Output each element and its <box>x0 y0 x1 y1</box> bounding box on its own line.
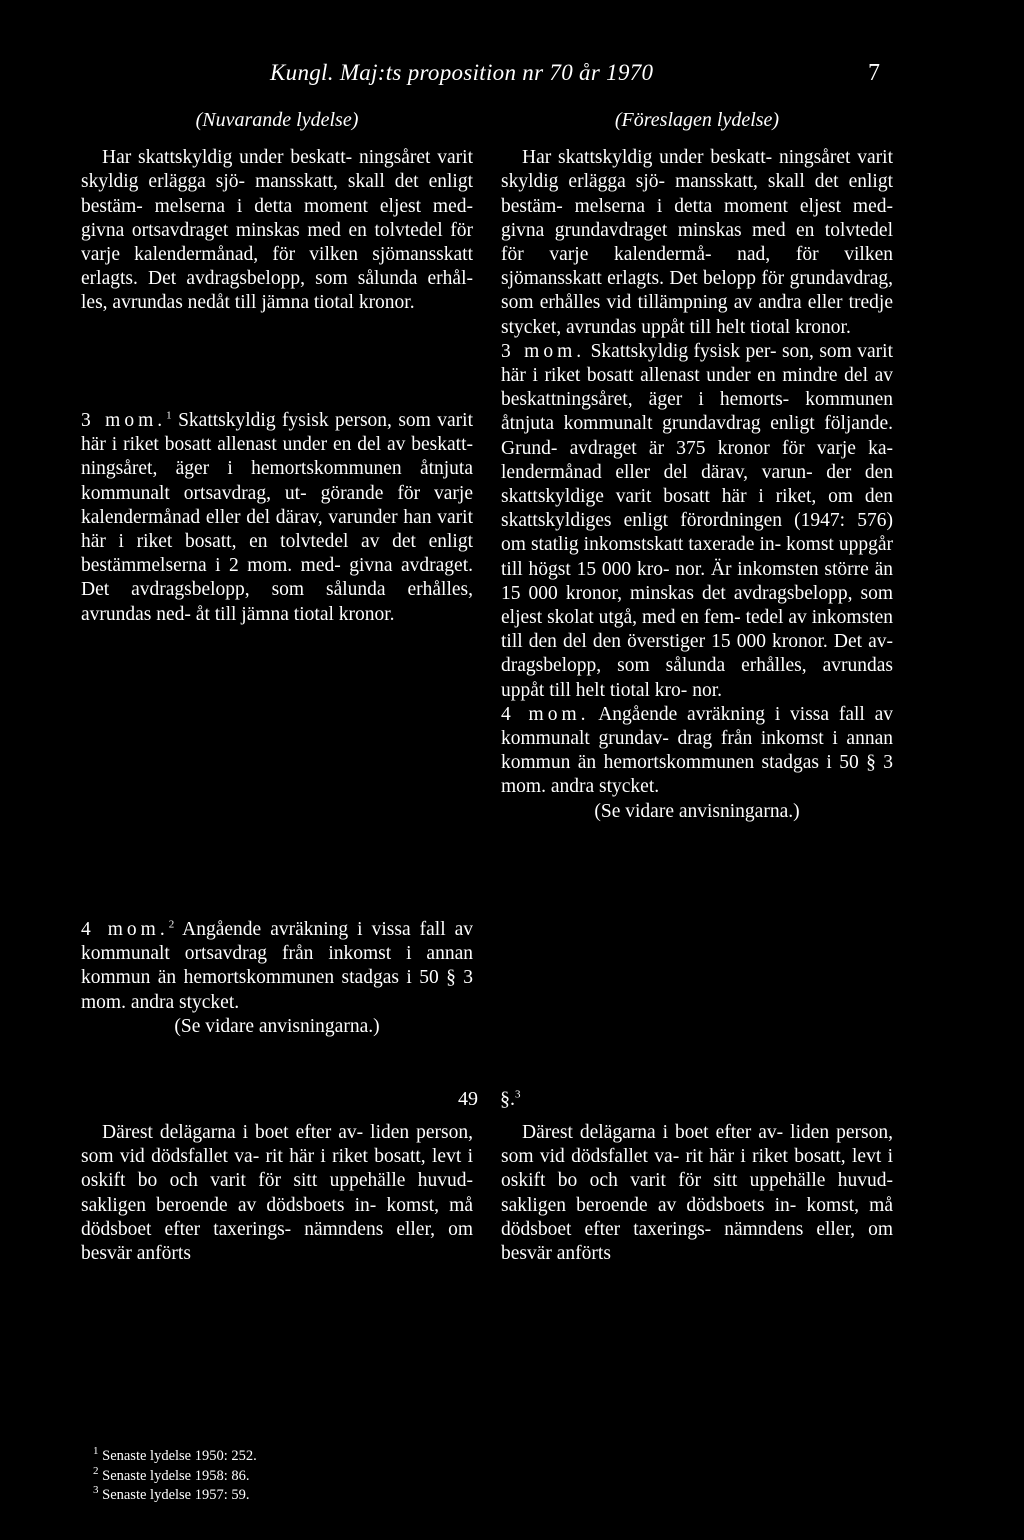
footnote <box>93 1486 257 1506</box>
line: allenast under en del av beskatt- <box>217 434 473 456</box>
left-column-current-wording <box>81 108 473 316</box>
footnotes <box>93 1447 257 1506</box>
line: komst uppgår till högst 15 000 kro- <box>501 534 894 580</box>
line: liden person, som vid dödsfallet va- <box>501 1122 894 1168</box>
line: nämndens eller, om besvär anförts <box>501 1218 894 1265</box>
see-annotations-note: (Se vidare anvisningarna.) <box>594 800 800 822</box>
line: kommunen åtnjuta kommunalt <box>501 389 893 435</box>
line: person, som varit här i riket bosatt <box>81 410 474 456</box>
line: 3 mom. andra stycket. <box>81 967 474 1013</box>
moment-label: 3 mom. <box>81 410 167 431</box>
left-paragraph-2 <box>81 409 473 627</box>
line: av beskattningsåret, äger i hemorts- <box>501 365 894 411</box>
line: ningsåret varit skyldig erlägga sjö- <box>81 147 473 193</box>
left-moment-4 <box>81 918 473 1039</box>
right-column-proposed-wording <box>501 108 893 824</box>
left-paragraph-4 <box>81 1121 473 1266</box>
line: Har skattskyldig under beskatt- <box>102 147 353 169</box>
line: 3 mom. andra stycket. <box>501 752 894 798</box>
moment-label: 4 mom. <box>81 919 169 940</box>
section-sign: §.$^3$ <box>500 1088 521 1110</box>
line: kronor. <box>358 292 415 314</box>
page-header-title: Kungl. Maj:ts proposition nr 70 år 1970 <box>270 60 654 85</box>
line: ningsåret, äger i hemortskommunen <box>81 458 402 480</box>
line: melserna i detta moment eljest med- <box>154 195 473 217</box>
footnote-text: Senaste lydelse 1958: 86. <box>102 1467 250 1484</box>
right-paragraph-3 <box>501 703 893 800</box>
line: drag från inkomst i annan kommun <box>501 728 893 774</box>
line: rit här i riket bosatt, levt i oskift bo <box>501 1146 893 1192</box>
moment-label: 3 mom. <box>501 340 586 362</box>
line: Skattskyldig fysisk per- <box>590 340 777 362</box>
footnote-text: Senaste lydelse 1957: 59. <box>102 1487 250 1503</box>
footnote <box>93 1464 257 1487</box>
line: mansskatt, skall det enligt bestäm- <box>501 171 893 217</box>
left-paragraph-3 <box>81 918 473 1015</box>
line: komst, må dödsboet efter taxerings- <box>501 1194 893 1240</box>
line: givna grundavdraget minskas med <box>501 219 786 241</box>
line: överstiger 15 000 kronor. Det av- <box>627 631 894 653</box>
line: tedel av inkomsten till den del den <box>501 607 893 653</box>
line: givna ortsavdraget minskas med en <box>81 219 367 241</box>
line: åt till jämna tiotal kronor. <box>195 603 395 625</box>
line: statlig inkomstskatt taxerade in- <box>530 534 782 556</box>
line: mansskatt, skall det enligt bestäm- <box>81 171 473 217</box>
right-paragraph-4 <box>501 1121 893 1266</box>
left-paragraph-1 <box>81 146 473 315</box>
line: nämndens eller, om besvär anförts <box>81 1218 474 1265</box>
line: kronor, minskas det avdragsbelopp, <box>565 582 853 604</box>
line: som sålunda erhålles, avrundas ned- <box>81 579 474 625</box>
page-number: 7 <box>868 60 880 86</box>
line: Därest delägarna i boet efter av- <box>102 1122 364 1143</box>
line: en tolvtedel för varje kalendermå- <box>501 219 894 266</box>
line: görande för varje kalendermånad <box>81 482 473 528</box>
line: komst, må dödsboet efter taxerings- <box>81 1194 473 1240</box>
line: avdraget är 375 kronor för varje ka- <box>569 437 894 459</box>
line: sakligen beroende av dödsboets in- <box>501 1194 797 1216</box>
line: som eljest skolat utgå, med en fem- <box>501 582 894 629</box>
line: avrundas uppåt till helt tiotal kro- <box>501 655 894 701</box>
right-paragraph-2 <box>501 340 893 703</box>
line: vissa fall av kommunalt grundav- <box>501 703 893 750</box>
line: les, avrundas nedåt till jämna tiotal <box>81 292 354 314</box>
line: nor. Är inkomsten större än 15 000 <box>501 558 894 604</box>
line: Har skattskyldig under beskatt- <box>522 147 773 169</box>
line: der den skattskyldige varit bosatt <box>501 461 894 508</box>
line: son, som varit här i riket bosatt <box>501 340 893 387</box>
line: melserna i detta moment eljest med- <box>574 195 893 217</box>
line: grundavdrag enligt följande. Grund- <box>501 413 893 459</box>
footnote-mark: 2 <box>93 1464 99 1477</box>
line: eller tredje stycket, avrundas uppåt <box>501 292 894 338</box>
line: rit här i riket bosatt, levt i oskift bo <box>81 1146 473 1192</box>
line: erhålles vid tillämpning av andra <box>539 292 802 314</box>
line: hemortskommunen stadgas i 50 § <box>183 967 456 989</box>
line: tolvtedel för varje kalendermånad, <box>81 219 474 266</box>
right-column-heading: (Föreslagen lydelse) <box>614 109 780 131</box>
line: åtnjuta kommunalt ortsavdrag, ut- <box>81 458 474 504</box>
line: Angående avräkning i <box>182 919 363 940</box>
right-section-49 <box>501 1121 893 1266</box>
line: avdragsbelopp, som sålunda erhål- <box>186 268 473 290</box>
line: lendermånad eller del därav, varun- <box>501 461 813 483</box>
line: här i riket bosatt, en tolvtedel av det <box>81 531 416 553</box>
line: till helt tiotal kronor. <box>689 316 851 338</box>
line: dragsbelopp, som sålunda erhålles, <box>501 655 807 677</box>
footnote-text: Senaste lydelse 1950: 252. <box>102 1448 257 1464</box>
line: och varit för sitt uppehälle huvud- <box>589 1170 894 1192</box>
line: från inkomst i annan kommun än <box>81 943 473 989</box>
line: Angående avräkning i <box>598 703 781 725</box>
left-moment-3 <box>81 409 473 627</box>
line: här i riket, om den skattskyldiges <box>501 486 893 532</box>
left-column-heading: (Nuvarande lydelse) <box>195 109 359 131</box>
line: för vilken sjömansskatt erlagts. Det <box>81 244 473 290</box>
line: sakligen beroende av dödsboets in- <box>81 1194 377 1216</box>
moment-label: 4 mom. <box>501 703 590 725</box>
footnote-mark: 3 <box>93 1484 99 1497</box>
footnote-mark: 1 <box>93 1445 99 1458</box>
see-annotations-note: (Se vidare anvisningarna.) <box>174 1015 380 1037</box>
footnote-ref: 1 <box>166 409 172 422</box>
line: enligt förordningen (1947: 576) om <box>501 510 893 556</box>
line: allenast under en mindre del <box>640 365 868 387</box>
line: givna avdraget. Det avdragsbelopp, <box>81 555 474 601</box>
line: Det belopp för grundavdrag, som <box>501 268 893 314</box>
line: Skattskyldig fysisk <box>178 410 329 431</box>
line: ningsåret varit skyldig erlägga sjö- <box>501 147 893 193</box>
line: nad, för vilken sjömansskatt erlagts. <box>501 244 893 290</box>
footnote-ref: 2 <box>168 918 175 931</box>
line: än hemortskommunen stadgas i 50 § <box>577 752 876 774</box>
left-section-49 <box>81 1121 473 1266</box>
line: nor. <box>692 679 722 701</box>
section-number: 49 <box>458 1088 478 1110</box>
right-paragraph-1 <box>501 146 893 340</box>
footnote <box>93 1447 257 1467</box>
line: Därest delägarna i boet efter av- <box>522 1122 784 1143</box>
line: och varit för sitt uppehälle huvud- <box>169 1170 474 1192</box>
line: liden person, som vid dödsfallet va- <box>81 1122 474 1168</box>
line: enligt bestämmelserna i 2 mom. med- <box>81 531 473 577</box>
footnote-ref: 3 <box>515 1088 521 1101</box>
line: eller del därav, varunder han varit <box>205 506 474 528</box>
line: vissa fall av kommunalt ortsavdrag <box>81 919 474 965</box>
